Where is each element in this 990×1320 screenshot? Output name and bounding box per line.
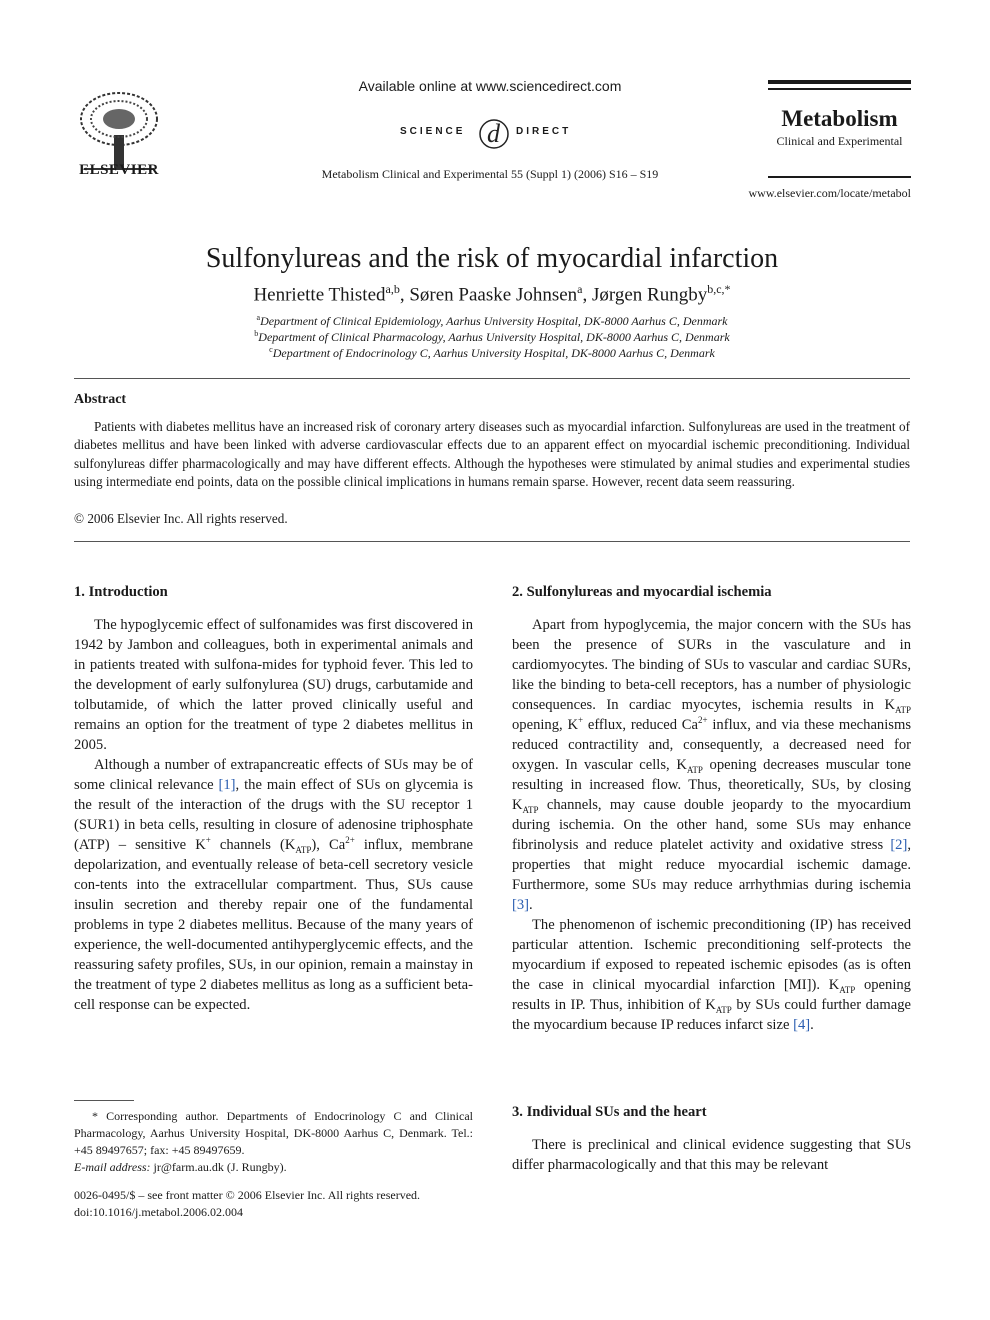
text-run: channels, may cause double jeopardy to the myocardium during ischemia. On the other hand, some SUs may enhance fibrinolysis and reduce platelet activity and oxidative stress — [512, 797, 911, 853]
text-run: channels (K — [210, 837, 296, 853]
text-run: , the main effect of SUs on glycemia is the result of the interaction of the drugs with the SU receptor 1 (SUR1) in beta cells, resulting in closure of adenosine triphosphate (ATP) – sensitive K — [74, 777, 474, 853]
text-run: , properties that might reduce myocardial ischemic damage. Furthermore, some SUs may reduce arrhythmias during ischemia — [512, 837, 911, 893]
text-run: opening, K — [512, 717, 578, 733]
paragraph — [512, 615, 911, 915]
section-heading-individual-sus: 3. Individual SUs and the heart — [512, 1104, 707, 1120]
section-heading-ischemia: 2. Sulfonylureas and myocardial ischemia — [512, 584, 772, 600]
abstract-heading: Abstract — [74, 392, 127, 407]
right-column-body-2 — [512, 1135, 911, 1175]
sd-d-icon — [478, 112, 512, 152]
subscript-atp: ATP — [894, 704, 911, 715]
superscript: + — [577, 715, 584, 726]
issn-doi-block — [74, 1187, 420, 1221]
email-address[interactable]: jr@farm.au.dk (J. Rungby). — [150, 1160, 287, 1174]
superscript: + — [205, 835, 211, 846]
paragraph — [74, 755, 473, 1015]
affiliation-sup: a — [256, 313, 261, 322]
text-run: opening decreases muscular tone resulting in increased flow. Thus, theoretically, SUs, by closing K — [512, 757, 911, 813]
article-title: Sulfonylureas and the risk of myocardial infarction — [205, 243, 779, 274]
section-heading-introduction: 1. Introduction — [74, 584, 168, 600]
author-separator: , — [399, 284, 410, 306]
author-name: Jørgen Rungby — [592, 284, 708, 306]
journal-title: Metabolism — [781, 106, 898, 131]
text-run: Apart from hypoglycemia, the major concern with the SUs has been the presence of SURs in the vasculature and in cardiomyocytes. The binding of SUs to vascular and cardiac SURs, like the binding to beta-cell receptors, has a number of physiologic consequences. In cardiac myocytes, ischemia results in K — [512, 617, 911, 713]
affiliation-sup: c — [269, 345, 273, 354]
svg-text:d: d — [487, 119, 500, 148]
sd-left-text: SCIENCE — [400, 126, 466, 137]
journal-reference: Metabolism Clinical and Experimental 55 (Suppl 1) (2006) S16 – S19 — [321, 167, 659, 181]
masthead-rule-thick — [768, 80, 911, 84]
journal-url[interactable]: www.elsevier.com/locate/metabol — [748, 186, 911, 200]
text-run: Although a number of extrapancreatic effects of SUs may be of some clinical relevance — [74, 757, 473, 793]
available-online-line: Available online at www.sciencedirect.com — [358, 78, 622, 94]
paragraph: There is preclinical and clinical evidence suggesting that SUs differ pharmacologically and that this may be relevant — [512, 1137, 911, 1173]
author-affil-sup: a,b — [385, 282, 400, 296]
subscript-atp: ATP — [295, 844, 312, 855]
text-run: efflux, reduced Ca — [583, 717, 699, 733]
superscript: 2+ — [698, 715, 708, 726]
superscript: 2+ — [345, 835, 355, 846]
affiliation-text: Department of Endocrinology C, Aarhus University Hospital, DK-8000 Aarhus C, Denmark — [272, 346, 715, 360]
citation-link-2[interactable]: [2] — [890, 837, 908, 853]
text-run: The phenomenon of ischemic preconditioning (IP) has received particular attention. Ischemic preconditioning self-protects the myocardium if exposed to repeated ischemic episodes (as is often the case in clinical myocardial infarction [MI]). K — [512, 917, 911, 993]
author-separator: , — [582, 284, 592, 306]
footnote-star: * — [92, 1109, 98, 1123]
issn-line: 0026-0495/$ – see front matter © 2006 Elsevier Inc. All rights reserved. — [74, 1188, 421, 1202]
text-run: influx, membrane depolarization, and eventually release of beta-cell secretory vesicle con-tents into the extracellular compartment. Thus, SUs cause insulin secretion and thereby repair one of the fundamental problems in type 2 diabetes mellitus. Because of the many years of experience, the well-documented antihyperglycemic effects, and the reassuring safety profiles, SUs, in our opinion, remain a mainstay in the treatment of type 2 diabetes mellitus as long as a sufficient beta-cell response can be expected. — [74, 837, 473, 1013]
citation-link-3[interactable]: [3] — [512, 897, 530, 913]
footnote-text: Corresponding author. Departments of Endocrinology C and Clinical Pharmacology, Aarhus University Hospital, DK-8000 Aarhus C, Denmark. Tel.: +45 89497657; fax: +45 89497659. — [74, 1109, 473, 1157]
abstract-bottom-rule — [74, 541, 910, 542]
elsevier-wordmark: ELSEVIER — [79, 162, 159, 178]
footnote-rule — [74, 1100, 134, 1101]
text-run: opening results in IP. Thus, inhibition of K — [512, 977, 911, 1013]
text-run: . — [529, 897, 533, 913]
affiliation-sup: b — [254, 329, 259, 338]
author-list — [74, 282, 910, 306]
text-run: by SUs could further damage the myocardium because IP reduces infarct size — [512, 997, 911, 1033]
author-name: Henriette Thisted — [253, 284, 386, 306]
masthead-rule-bottom — [768, 176, 911, 178]
subscript-atp: ATP — [522, 804, 539, 815]
right-column-body — [512, 615, 911, 1035]
citation-link-4[interactable]: [4] — [793, 1017, 811, 1033]
affiliation — [74, 313, 910, 329]
corresponding-author-footnote — [74, 1108, 473, 1176]
sciencedirect-logo — [400, 112, 590, 154]
left-column-body — [74, 615, 473, 1015]
affiliation-text: Department of Clinical Epidemiology, Aarhus University Hospital, DK-8000 Aarhus C, Denmark — [260, 314, 728, 328]
abstract-top-rule — [74, 378, 910, 379]
paragraph: The hypoglycemic effect of sulfonamides was first discovered in 1942 by Jambon and colleagues, both in experimental animals and in patients treated with sulfona-mides for typhoid fever. This led to the development of early sulfonylurea (SU) drugs, carbutamide and tolbutamide, of which the latter proved clinically useful and remains an option for the treatment of type 2 diabetes mellitus in 2005. — [74, 617, 473, 753]
journal-subtitle: Clinical and Experimental — [776, 134, 903, 148]
text-run: . — [810, 1017, 814, 1033]
subscript-atp: ATP — [686, 764, 703, 775]
email-label: E-mail address: — [74, 1160, 151, 1174]
affiliation — [74, 345, 910, 361]
abstract-body: Patients with diabetes mellitus have an increased risk of coronary artery diseases such as myocardial infarction. Sulfonylureas are used in the treatment of diabetes mellitus and have been linked with adverse cardiovascular effects due to an apparent effect on myocardial ischemic preconditioning. Individual sulfonylureas differ pharmacologically and may have different effects. Although the hypotheses were stimulated by animal studies and experimental studies using intermediate end points, data on the possible clinical implications in humans remain sparse. However, recent data seem reassuring. — [74, 419, 910, 490]
paragraph — [512, 915, 911, 1035]
author-name: Søren Paaske Johnsen — [409, 284, 578, 306]
subscript-atp: ATP — [715, 1004, 732, 1015]
subscript-atp: ATP — [839, 984, 856, 995]
text-run: ), Ca — [311, 837, 346, 853]
text-run: influx, and via these mechanisms reduced contractility and, consequently, a decreased need for oxygen. In vascular cells, K — [512, 717, 911, 773]
author-affil-sup: b,c,* — [707, 282, 731, 296]
sd-right-text: DIRECT — [516, 126, 572, 137]
affiliation — [74, 329, 910, 345]
citation-link-1[interactable]: [1] — [218, 777, 236, 793]
doi-line[interactable]: doi:10.1016/j.metabol.2006.02.004 — [74, 1205, 243, 1219]
abstract-copyright: © 2006 Elsevier Inc. All rights reserved. — [74, 511, 288, 526]
affiliation-text: Department of Clinical Pharmacology, Aarhus University Hospital, DK-8000 Aarhus C, Denmark — [258, 330, 730, 344]
masthead-rule-thin — [768, 88, 911, 90]
author-affil-sup: a — [577, 282, 583, 296]
